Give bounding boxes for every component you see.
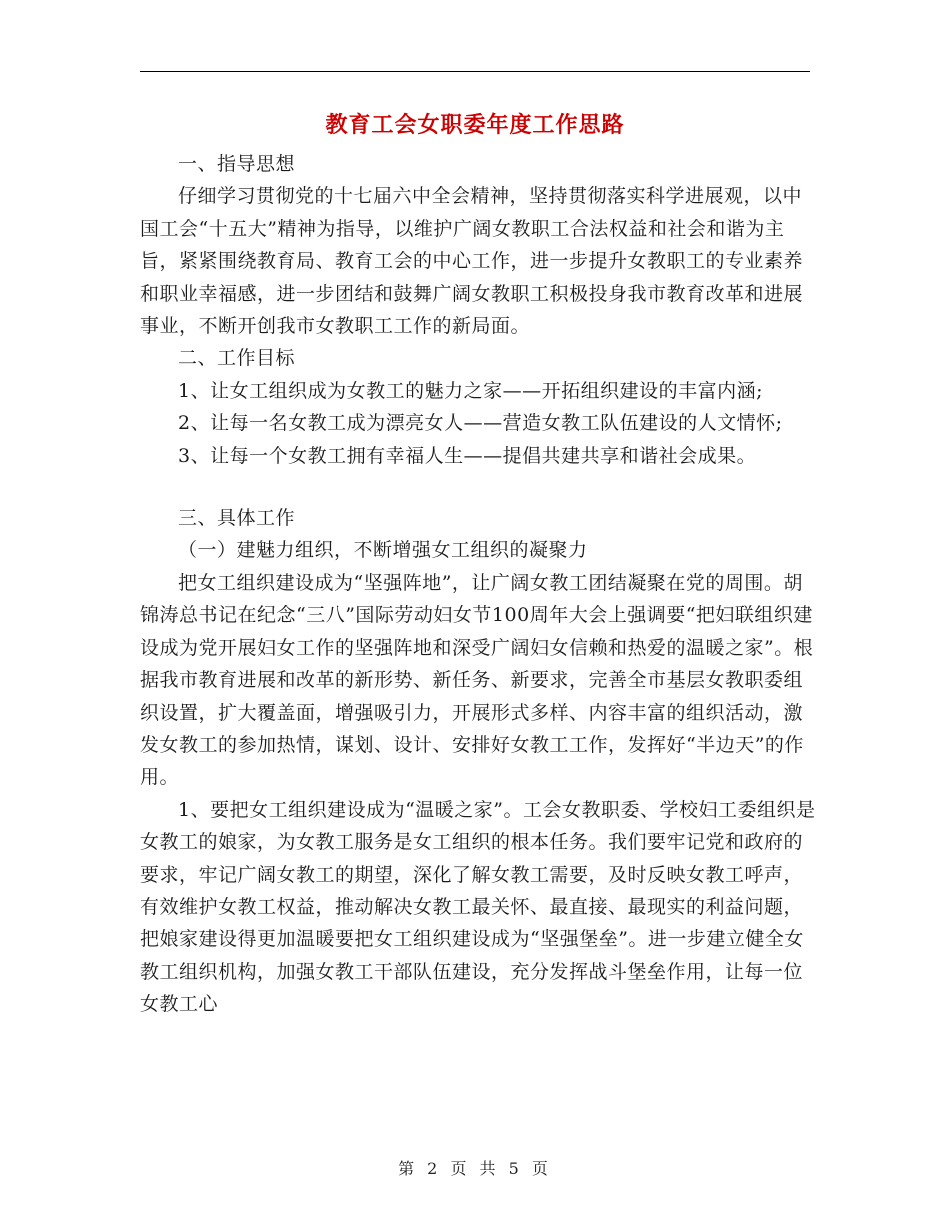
document-body xyxy=(140,148,816,1021)
subsection-heading-1: （一）建魅力组织，不断增强女工组织的凝聚力 xyxy=(178,539,588,562)
body-paragraph: 仔细学习贯彻党的十七届六中全会精神，坚持贯彻落实科学进展观，以中国工会“十五大”精神为指导，以维护广阔女教职工合法权益和社会和谐为主旨，紧紧围绕教育局、教育工会的中心工作，进一步提升女教职工的专业素养和职业幸福感，进一步团结和鼓舞广阔女教职工积极投身我市教育改革和进展事业，不断开创我市女教职工工作的新局面。 xyxy=(140,185,804,338)
document-title: 教育工会女职委年度工作思路 xyxy=(325,112,625,138)
goal-item-1: 1、让女工组织成为女教工的魅力之家——开拓组织建设的丰富内涵; xyxy=(178,379,763,402)
goal-item-3: 3、让每一个女教工拥有幸福人生——提倡共建共享和谐社会成果。 xyxy=(178,444,757,467)
section-heading-work-goals: 二、工作目标 xyxy=(178,347,296,370)
page-number-footer: 第 2 页 共 5 页 xyxy=(398,1159,552,1178)
header-rule xyxy=(140,71,810,72)
section-heading-specific-work: 三、具体工作 xyxy=(178,507,296,530)
body-paragraph: 把女工组织建设成为“坚强阵地”，让广阔女教工团结凝聚在党的周围。胡锦涛总书记在纪念“三八”国际劳动妇女节100周年大会上强调要“把妇联组织建设成为党开展妇女工作的坚强阵地和深受广阔妇女信赖和热爱的温暖之家”。根据我市教育进展和改革的新形势、新任务、新要求，完善全市基层女教职委组织设置，扩大覆盖面，增强吸引力，开展形式多样、内容丰富的组织活动，激发女教工的参加热情，谋划、设计、安排好女教工工作，发挥好“半边天”的作用。 xyxy=(140,571,814,789)
section-heading-guiding-thought: 一、指导思想 xyxy=(178,153,296,175)
goal-item-2: 2、让每一名女教工成为漂亮女人——营造女教工队伍建设的人文情怀; xyxy=(178,412,783,435)
body-paragraph: 1、要把女工组织建设成为“温暖之家”。工会女教职委、学校妇工委组织是女教工的娘家，为女教工服务是女工组织的根本任务。我们要牢记党和政府的要求，牢记广阔女教工的期望，深化了解女教工需要，及时反映女教工呼声，有效维护女教工权益，推动解决女教工最关怀、最直接、最现实的利益问题，把娘家建设得更加温暖要把女工组织建设成为“坚强堡垒”。进一步建立健全女教工组织机构，加强女教工干部队伍建设，充分发挥战斗堡垒作用，让每一位女教工心 xyxy=(140,798,816,1016)
